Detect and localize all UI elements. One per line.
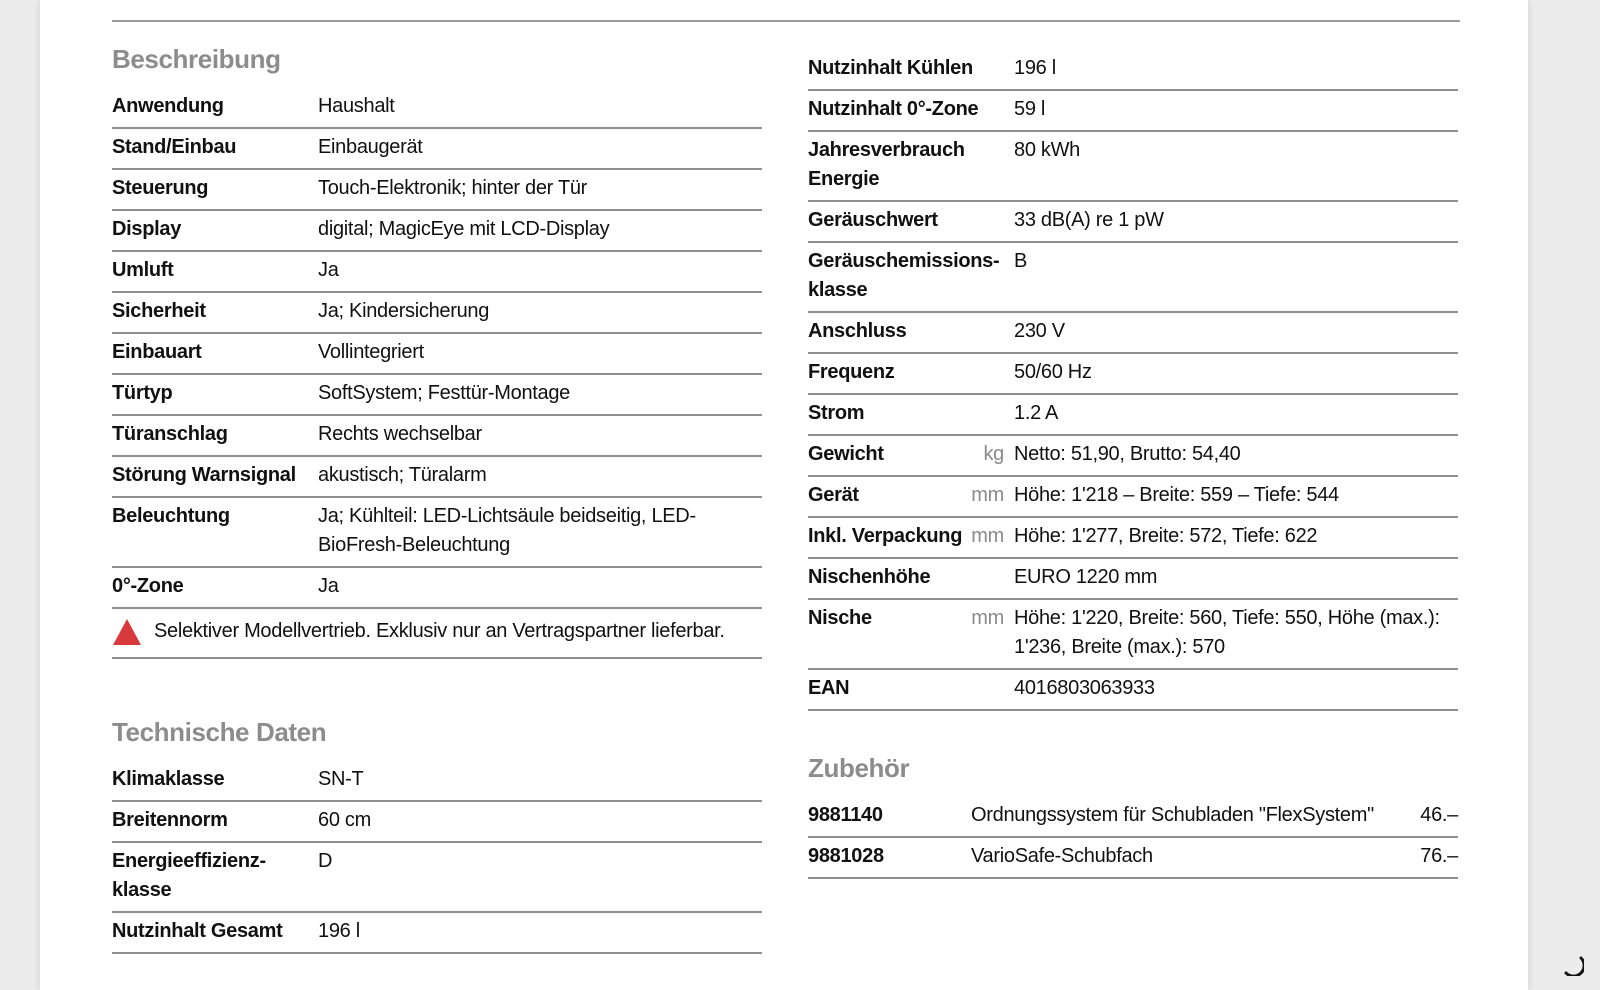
spec-label: Beleuchtung [112,505,230,527]
spec-unit: mm [971,525,1004,547]
beschreibung-table [112,88,762,609]
spec-label: Nutzinhalt Gesamt [112,920,283,942]
accessory-row [808,838,1458,879]
accessory-number: 9881028 [808,845,884,867]
spec-row [112,843,762,913]
spec-label-cell [112,92,318,121]
spec-row [808,600,1458,670]
spec-value: Rechts wechselbar [318,423,482,445]
section-title-beschreibung: Beschreibung [112,44,281,74]
spec-label-cell [808,54,1014,83]
spec-value: 80 kWh [1014,139,1081,161]
spec-value: D [318,850,333,872]
spec-value: Netto: 51,90, Brutto: 54,40 [1014,443,1241,465]
spec-row [112,129,762,170]
spec-label: Stand/Einbau [112,136,237,158]
spec-value: 50/60 Hz [1014,361,1092,383]
spec-label-cell [112,847,318,905]
technische-daten-table [112,761,762,954]
spec-unit: mm [971,484,1004,506]
spec-row [808,243,1458,313]
spec-value: 230 V [1014,320,1065,342]
spec-row [112,252,762,293]
spec-row [112,211,762,252]
spec-unit: mm [971,607,1004,629]
spec-label-cell [112,420,318,449]
spec-row [808,670,1458,711]
spec-row [112,170,762,211]
notice-text: Selektiver Modellvertrieb. Exklusiv nur an Vertragspartner lieferbar. [154,620,725,642]
spec-label: Gewicht [808,443,884,465]
spec-row [808,313,1458,354]
spec-value: Ja [318,259,339,281]
spec-label-cell [808,206,1014,235]
spec-label-cell [808,440,1014,469]
spec-row [808,436,1458,477]
spec-label: Geräuschemissions-klasse [808,250,1000,301]
spec-row [112,568,762,609]
spec-label-cell [808,481,1014,510]
spec-row [112,88,762,129]
left-column [112,44,762,954]
spec-label: Türanschlag [112,423,228,445]
spec-label-cell [808,674,1014,703]
technische-daten-continued-table [808,50,1458,711]
spec-value: SoftSystem; Festtür-Montage [318,382,570,404]
spec-label: Umluft [112,259,174,281]
spec-value: Ja [318,575,339,597]
spec-label-cell [808,95,1014,124]
spec-unit: kg [983,443,1004,465]
spec-label: Nutzinhalt 0°-Zone [808,98,979,120]
section-title-zubehoer: Zubehör [808,753,910,783]
spec-value: SN-T [318,768,364,790]
spec-row [112,334,762,375]
spec-value: 59 l [1014,98,1046,120]
top-divider [112,20,1460,22]
spec-label: 0°-Zone [112,575,184,597]
spec-label: Energieeffizienz-klasse [112,850,266,901]
accessory-description: Ordnungssystem für Schubladen "FlexSystem" [971,804,1374,826]
spec-value: 4016803063933 [1014,677,1155,699]
spec-label: EAN [808,677,850,699]
spec-row [808,202,1458,243]
spec-value: 1.2 A [1014,402,1059,424]
spec-label-cell [808,247,1014,305]
spec-label: Display [112,218,182,240]
spec-label: Türtyp [112,382,173,404]
spec-label: Nutzinhalt Kühlen [808,57,973,79]
spec-label-cell [112,338,318,367]
spec-label-cell [112,256,318,285]
loading-spinner-icon [1562,954,1584,976]
spec-label-cell [808,136,1014,194]
spec-label: Inkl. Verpackung [808,525,963,547]
spec-label-cell [112,379,318,408]
spec-label-cell [808,317,1014,346]
spec-row [112,913,762,954]
spec-label: Klimaklasse [112,768,225,790]
spec-value: Höhe: 1'277, Breite: 572, Tiefe: 622 [1014,525,1318,547]
spec-label-cell [808,399,1014,428]
warning-triangle-icon [112,618,142,646]
spec-row [808,395,1458,436]
spec-label-cell [112,765,318,794]
spec-label: Strom [808,402,865,424]
accessory-price: 46.– [1420,804,1458,826]
spec-value: B [1014,250,1028,272]
zubehoer-table [808,797,1458,879]
spec-value: Höhe: 1'220, Breite: 560, Tiefe: 550, Höhe (max.): 1'236, Breite (max.): 570 [1014,607,1440,658]
spec-label: Nische [808,607,872,629]
spec-value: 33 dB(A) re 1 pW [1014,209,1164,231]
spec-label-cell [808,358,1014,387]
spec-label-cell [112,917,318,946]
spec-label-cell [112,174,318,203]
spec-label: Anschluss [808,320,907,342]
accessory-description: VarioSafe-Schubfach [971,845,1153,867]
spec-value: Ja; Kindersicherung [318,300,490,322]
spec-value: Ja; Kühlteil: LED-Lichtsäule beidseitig, LED-BioFresh-Beleuchtung [318,505,696,556]
spec-label-cell [112,133,318,162]
spec-row [112,761,762,802]
spec-label-cell [112,502,318,531]
spec-row [808,354,1458,395]
spec-value: akustisch; Türalarm [318,464,487,486]
accessory-row [808,797,1458,838]
spec-label: Störung Warnsignal [112,464,296,486]
spec-value: Vollintegriert [318,341,424,363]
spec-label-cell [112,806,318,835]
spec-row [112,416,762,457]
spec-label: Einbauart [112,341,202,363]
spec-row [112,293,762,334]
spec-label: Steuerung [112,177,209,199]
spec-label: Nischenhöhe [808,566,931,588]
accessory-number: 9881140 [808,804,883,826]
spec-value: Einbaugerät [318,136,423,158]
spec-value: digital; MagicEye mit LCD-Display [318,218,610,240]
spec-row [808,518,1458,559]
spec-label-cell [112,461,318,490]
right-column [808,50,1458,879]
section-title-technische-daten: Technische Daten [112,717,327,747]
spec-label-cell [112,215,318,244]
spec-value: 196 l [318,920,360,942]
spec-value: EURO 1220 mm [1014,566,1158,588]
spec-row [112,802,762,843]
spec-row [112,457,762,498]
spec-value: 60 cm [318,809,371,831]
spec-value: 196 l [1014,57,1056,79]
document-page [40,0,1528,990]
spec-value: Touch-Elektronik; hinter der Tür [318,177,588,199]
spec-label-cell [808,604,1014,633]
spec-row [808,50,1458,91]
spec-label: Frequenz [808,361,895,383]
spec-row [808,132,1458,202]
spec-label: Sicherheit [112,300,206,322]
spec-label: Jahresverbrauch Energie [808,139,965,190]
model-notice [112,609,762,659]
spec-label-cell [112,297,318,326]
spec-value: Höhe: 1'218 – Breite: 559 – Tiefe: 544 [1014,484,1339,506]
spec-label: Gerät [808,484,859,506]
spec-label: Geräuschwert [808,209,938,231]
accessory-price: 76.– [1420,845,1458,867]
spec-label-cell [808,522,1014,551]
spec-label: Breitennorm [112,809,228,831]
spec-row [112,375,762,416]
spec-label: Anwendung [112,95,224,117]
spec-value: Haushalt [318,95,395,117]
spec-row [808,477,1458,518]
spec-row [808,91,1458,132]
spec-row [112,498,762,568]
spec-row [808,559,1458,600]
spec-label-cell [808,563,1014,592]
spec-label-cell [112,572,318,601]
